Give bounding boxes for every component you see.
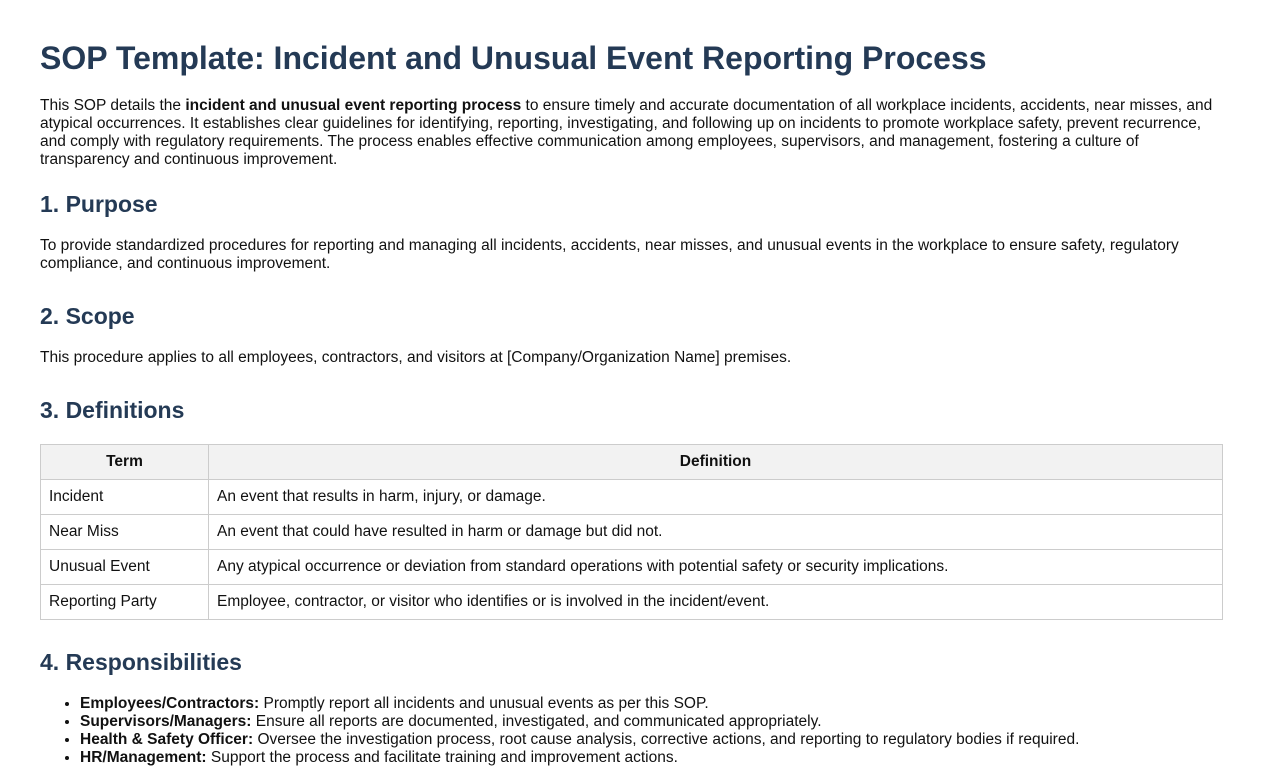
intro-bold: incident and unusual event reporting process (185, 97, 522, 114)
role-label: Health & Safety Officer: (80, 731, 254, 748)
table-row (41, 480, 1223, 515)
column-header-term: Term (41, 445, 209, 480)
definitions-table (40, 444, 1223, 620)
purpose-heading: 1. Purpose (40, 191, 158, 217)
definition-cell: Any atypical occurrence or deviation from standard operations with potential safety or security implications. (209, 550, 1223, 585)
list-item (80, 695, 1223, 713)
role-description: Ensure all reports are documented, investigated, and communicated appropriately. (251, 713, 822, 730)
role-label: Employees/Contractors: (80, 695, 260, 712)
intro-prefix: This SOP details the (40, 97, 186, 114)
term-cell: Unusual Event (41, 550, 209, 585)
purpose-text: To provide standardized procedures for reporting and managing all incidents, accidents, near misses, and unusual events in the workplace to ensure safety, regulatory compliance, and continuous improvement. (40, 237, 1179, 272)
list-item (80, 731, 1223, 749)
role-description: Oversee the investigation process, root cause analysis, corrective actions, and reporting to regulatory bodies if required. (253, 731, 1080, 748)
page-title: SOP Template: Incident and Unusual Event Reporting Process (40, 40, 987, 76)
responsibilities-list (40, 695, 1223, 767)
table-row (41, 515, 1223, 550)
responsibilities-heading: 4. Responsibilities (40, 649, 242, 675)
table-header-row (41, 445, 1223, 480)
intro-suffix: to ensure timely and accurate documentation of all workplace incidents, accidents, near misses, and atypical occurrences. It establishes clear guidelines for identifying, reporting, investigating, and following up on incidents to promote workplace safety, prevent recurrence, and comply with regulatory requirements. The process enables effective communication among employees, supervisors, and management, fostering a culture of transparency and continuous improvement. (40, 97, 1213, 168)
intro-paragraph (40, 97, 1223, 169)
scope-heading: 2. Scope (40, 303, 135, 329)
scope-text: This procedure applies to all employees, contractors, and visitors at [Company/Organization Name] premises. (40, 349, 792, 366)
definition-cell: An event that could have resulted in harm or damage but did not. (209, 515, 1223, 550)
definition-cell: Employee, contractor, or visitor who identifies or is involved in the incident/event. (209, 585, 1223, 620)
role-description: Promptly report all incidents and unusual events as per this SOP. (259, 695, 709, 712)
table-row (41, 585, 1223, 620)
list-item (80, 749, 1223, 767)
role-label: HR/Management: (80, 749, 207, 766)
term-cell: Near Miss (41, 515, 209, 550)
list-item (80, 713, 1223, 731)
definition-cell: An event that results in harm, injury, or damage. (209, 480, 1223, 515)
table-row (41, 550, 1223, 585)
term-cell: Reporting Party (41, 585, 209, 620)
definitions-heading: 3. Definitions (40, 397, 185, 423)
term-cell: Incident (41, 480, 209, 515)
role-label: Supervisors/Managers: (80, 713, 252, 730)
column-header-definition: Definition (209, 445, 1223, 480)
role-description: Support the process and facilitate training and improvement actions. (206, 749, 678, 766)
